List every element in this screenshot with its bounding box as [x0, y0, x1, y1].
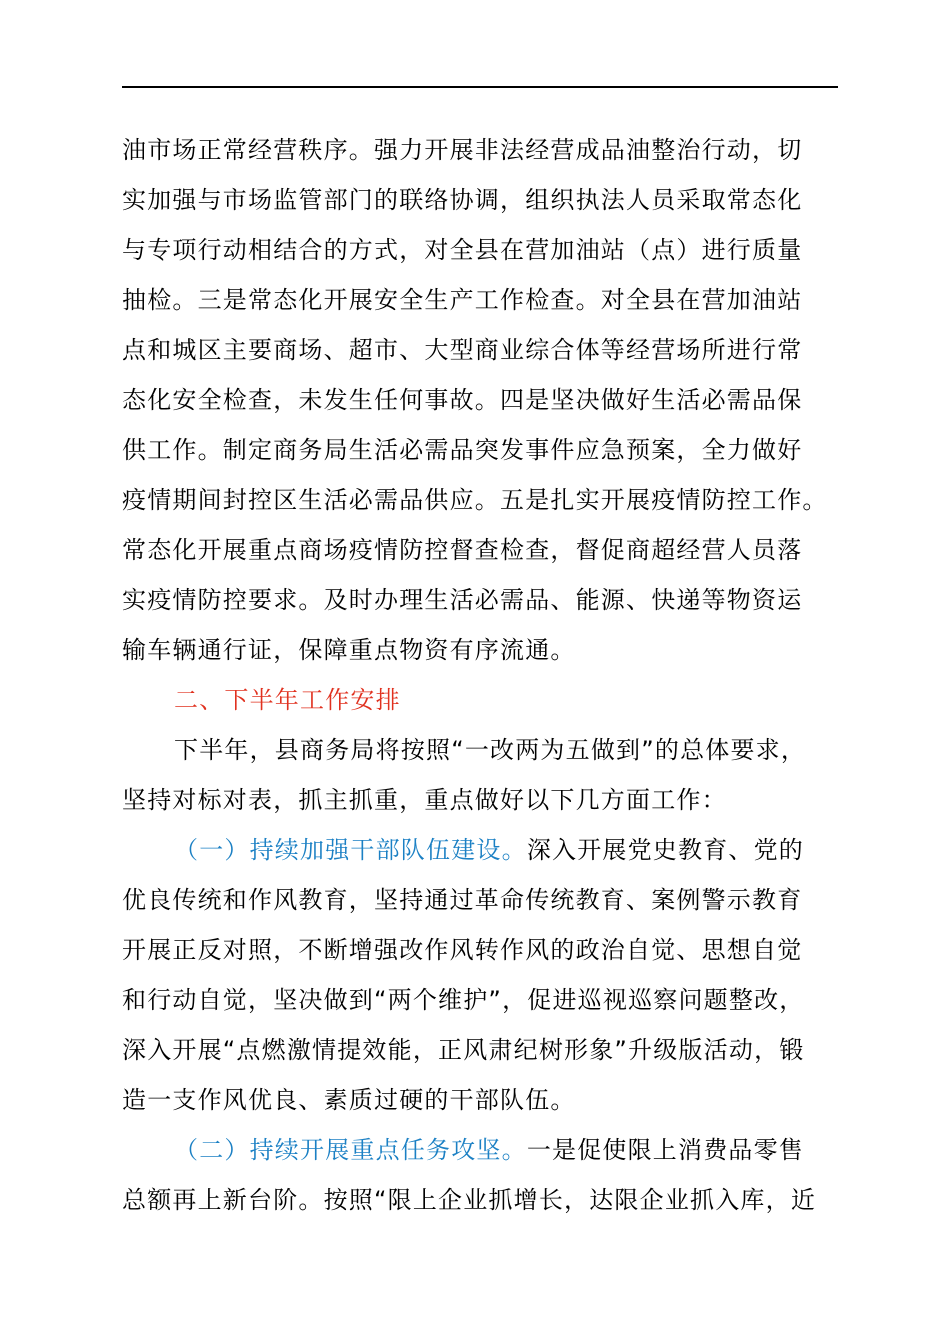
- item-1-paragraph: [122, 825, 838, 1125]
- text-line: 总额再上新台阶。按照“限上企业抓增长，达限企业抓入库，近: [122, 1186, 817, 1214]
- item-2-first-line-text: 一是促使限上消费品零售: [526, 1136, 805, 1164]
- section-heading: 二、下半年工作安排: [174, 686, 401, 714]
- header-rule: [122, 86, 838, 88]
- text-line: 油市场正常经营秩序。强力开展非法经营成品油整治行动，切: [122, 136, 803, 164]
- text-line: 实加强与市场监管部门的联络协调，组织执法人员采取常态化: [122, 186, 803, 214]
- text-line: 造一支作风优良、素质过硬的干部队伍。: [122, 1086, 576, 1114]
- text-line: 输车辆通行证，保障重点物资有序流通。: [122, 636, 576, 664]
- item-1-first-line-text: 深入开展党史教育、党的: [526, 836, 805, 864]
- text-line: 抽检。三是常态化开展安全生产工作检查。对全县在营加油站: [122, 286, 803, 314]
- document-body: [122, 125, 838, 1225]
- text-line: 与专项行动相结合的方式，对全县在营加油站（点）进行质量: [122, 236, 803, 264]
- item-2-heading: （二）持续开展重点任务攻坚。: [174, 1136, 527, 1164]
- item-1-first-line: [122, 825, 838, 875]
- text-line: 坚持对标对表，抓主抓重，重点做好以下几方面工作：: [122, 786, 727, 814]
- text-line: 深入开展“点燃激情提效能，正风肃纪树形象”升级版活动，锻: [122, 1036, 805, 1064]
- paragraph-1: [122, 125, 838, 675]
- text-line: 优良传统和作风教育，坚持通过革命传统教育、案例警示教育: [122, 886, 803, 914]
- section-intro: [122, 725, 838, 825]
- item-2-paragraph: [122, 1125, 838, 1225]
- text-line: 实疫情防控要求。及时办理生活必需品、能源、快递等物资运: [122, 586, 803, 614]
- text-line: 态化安全检查，未发生任何事故。四是坚决做好生活必需品保: [122, 386, 803, 414]
- text-line: 供工作。制定商务局生活必需品突发事件应急预案，全力做好: [122, 436, 803, 464]
- text-line: 点和城区主要商场、超市、大型商业综合体等经营场所进行常: [122, 336, 803, 364]
- text-line: 和行动自觉，坚决做到“两个维护”，促进巡视巡察问题整改，: [122, 986, 805, 1014]
- text-line: 开展正反对照，不断增强改作风转作风的政治自觉、思想自觉: [122, 936, 803, 964]
- text-line: 疫情期间封控区生活必需品供应。五是扎实开展疫情防控工作。: [122, 486, 828, 514]
- item-1-heading: （一）持续加强干部队伍建设。: [174, 836, 527, 864]
- text-line: 常态化开展重点商场疫情防控督查检查，督促商超经营人员落: [122, 536, 803, 564]
- item-2-first-line: [122, 1125, 838, 1175]
- text-line: 下半年，县商务局将按照“一改两为五做到”的总体要求，: [174, 736, 807, 764]
